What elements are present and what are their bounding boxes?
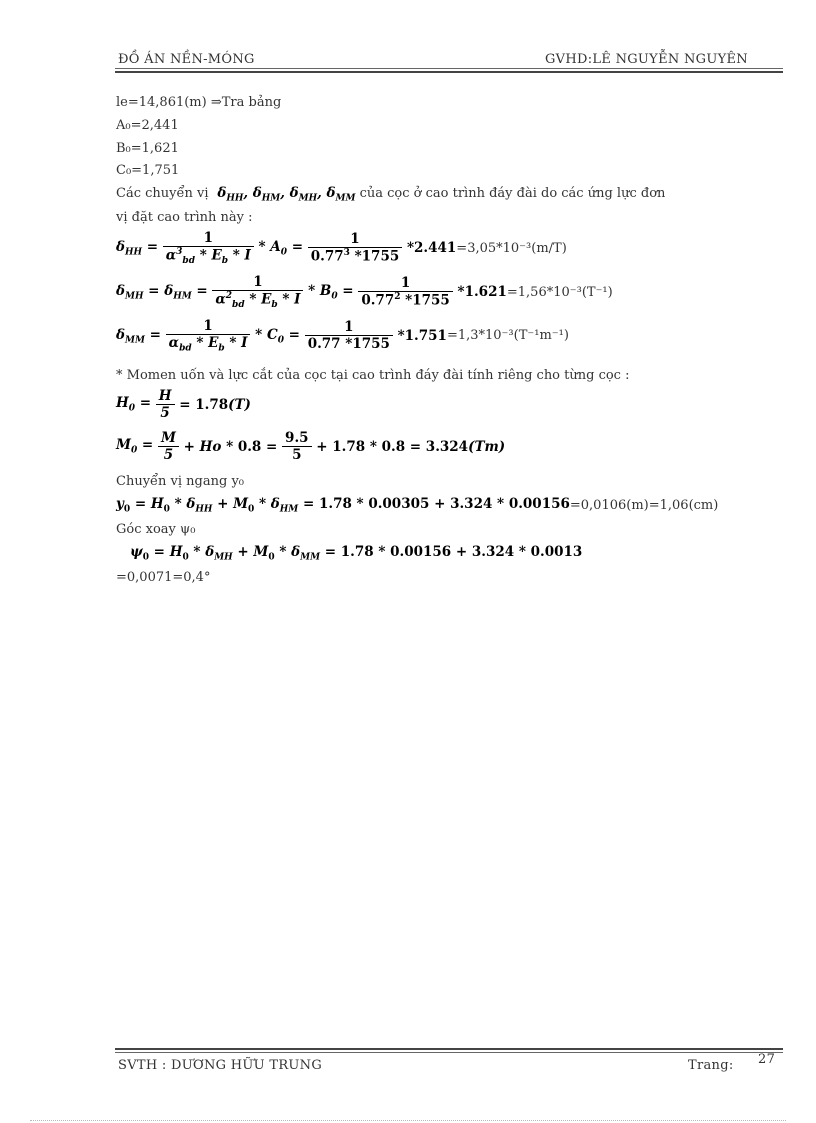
momen-text: * Momen uốn và lực cắt của cọc tại cao trình đáy đài tính riêng cho từng cọc : xyxy=(116,368,630,383)
eq2-frac2: $\frac{1}{0.77^2 *1755}$ xyxy=(358,275,453,309)
eq-psi0 xyxy=(130,544,582,563)
footer-rule-thick xyxy=(115,1048,783,1050)
eq-m0 xyxy=(116,430,505,463)
le-line: le=14,861(m) ⇒Tra bảng xyxy=(116,95,282,110)
eq3-frac1: $\frac{1}{\alpha_{bd} * E_b * I}$ xyxy=(166,318,251,354)
footer-page-label: Trang: xyxy=(688,1058,734,1073)
intro-line xyxy=(116,185,665,204)
footer-student: SVTH : DƯƠNG HỮU TRUNG xyxy=(118,1058,323,1073)
footer-rule-thin xyxy=(115,1052,783,1053)
eq1-mid: * $A_0$ = xyxy=(253,238,308,258)
eq1-lhs: $\delta_{HH}$ = xyxy=(116,238,163,258)
eq2-lhs: $\delta_{MH} = \delta_{HM}$ = xyxy=(116,282,213,302)
eq1-frac1: $\frac{1}{\alpha^3_{bd} * E_b * I}$ xyxy=(163,230,254,266)
intro-line2: vị đặt cao trình này : xyxy=(116,210,253,225)
header-left: ĐỒ ÁN NỀN-MÓNG xyxy=(118,52,255,67)
eq-h0 xyxy=(116,388,251,421)
y0-result: =0,0106(m)=1,06(cm) xyxy=(569,497,719,513)
eq1-frac2: $\frac{1}{0.77^3 *1755}$ xyxy=(308,231,403,265)
psi0-expr: $\psi_0 = H_0 * \delta_{MH} + M_0 * \delta_{MM} = 1.78 * 0.00156 + 3.324 * 0.0013$ xyxy=(130,544,583,563)
h0-lhs: $H_0$ = xyxy=(116,395,156,414)
eq-y0 xyxy=(116,496,718,515)
eq2-frac1: $\frac{1}{\alpha^2_{bd} * E_b * I}$ xyxy=(212,274,303,310)
m0-mid: + Ho * 0.8 = xyxy=(178,438,283,455)
eq-delta-mh xyxy=(116,274,613,310)
eq3-lhs: $\delta_{MM}$ = xyxy=(116,326,166,346)
eq2-coef: *1.621 xyxy=(452,284,507,301)
h0-frac: $\frac{H}{5}$ xyxy=(156,388,175,421)
eq-delta-hh xyxy=(116,230,567,266)
header-rule-thick xyxy=(115,71,783,73)
h0-result: = 1.78(T) xyxy=(174,396,251,413)
bottom-dotted-border xyxy=(30,1120,786,1121)
eq1-result: =3,05*10⁻³(m/T) xyxy=(456,240,567,256)
page-number: 27 xyxy=(758,1052,776,1067)
y0-expr: $y_0 = H_0 * \delta_{HH} + M_0 * \delta_{HM} = 1.78 * 0.00305 + 3.324 * 0.00156$ xyxy=(116,496,570,515)
eq1-coef: *2.441 xyxy=(402,240,457,257)
b0-line: B₀=1,621 xyxy=(116,141,179,156)
eq2-result: =1,56*10⁻³(T⁻¹) xyxy=(506,284,613,300)
chuyenvi-label: Chuyển vị ngang y₀ xyxy=(116,474,245,489)
c0-line: C₀=1,751 xyxy=(116,163,180,178)
m0-lhs: $M_0$ = xyxy=(116,437,158,456)
m0-result: + 1.78 * 0.8 = 3.324(Tm) xyxy=(311,438,506,455)
eq3-mid: * $C_0$ = xyxy=(250,326,305,346)
psi-final: =0,0071=0,4° xyxy=(116,570,211,585)
eq3-coef: *1.751 xyxy=(392,327,447,344)
a0-line: A₀=2,441 xyxy=(116,118,179,133)
eq2-mid: * $B_0$ = xyxy=(303,282,359,302)
intro-pre: Các chuyển vị xyxy=(116,186,209,201)
gocxoay-label: Góc xoay ψ₀ xyxy=(116,522,196,537)
header-right: GVHD:LÊ NGUYỄN NGUYÊN xyxy=(545,52,748,67)
delta-symbols: $\delta_{HH}$, $\delta_{HM}$, $\delta_{MH}$, $\delta_{MM}$ xyxy=(212,185,356,204)
m0-frac2: $\frac{9.5}{5}$ xyxy=(282,430,312,463)
eq-delta-mm xyxy=(116,318,569,354)
eq3-result: =1,3*10⁻³(T⁻¹m⁻¹) xyxy=(446,328,569,344)
eq3-frac2: $\frac{1}{0.77 *1755}$ xyxy=(305,319,393,352)
header-rule-thin xyxy=(115,68,783,69)
m0-frac1: $\frac{M}{5}$ xyxy=(158,430,179,463)
intro-post: của cọc ở cao trình đáy đài do các ứng lực đơn xyxy=(359,186,666,201)
